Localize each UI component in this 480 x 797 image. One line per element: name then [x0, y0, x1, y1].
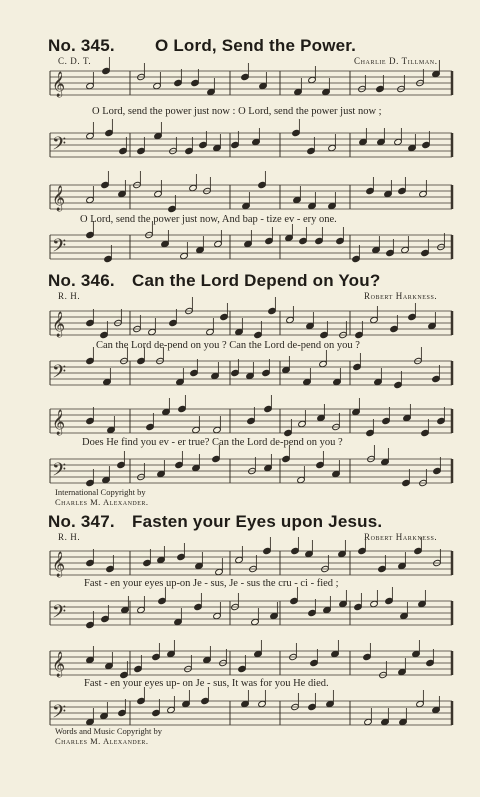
svg-text:𝄞: 𝄞: [52, 186, 66, 211]
svg-text:𝄢: 𝄢: [52, 134, 67, 159]
hymn-346-music-credit: Robert Harkness.: [364, 291, 438, 301]
hymn-347-title: Fasten your Eyes upon Jesus.: [132, 512, 383, 531]
svg-text:𝄞: 𝄞: [52, 410, 66, 435]
hymn-345-lyric-line-2: O Lord, send the power just now, And bap - tize ev - ery one.: [80, 214, 337, 225]
hymn-345-system-1-bass-staff: [50, 128, 452, 162]
hymn-346-copyright-line-2: Charles M. Alexander.: [55, 497, 149, 507]
hymn-346-copyright-line-1: International Copyright by: [55, 487, 146, 497]
svg-text:𝄢: 𝄢: [52, 362, 67, 387]
hymn-347-system-2-treble-staff: [50, 646, 452, 680]
hymn-346-title: Can the Lord Depend on You?: [132, 271, 381, 290]
hymn-347-system-1-bass-staff: [50, 596, 452, 630]
hymn-346-system-2-treble-staff: [50, 404, 452, 438]
hymn-347-number: No. 347.: [48, 512, 115, 531]
svg-text:𝄢: 𝄢: [52, 702, 67, 727]
hymn-345-system-2-treble-staff: [50, 180, 452, 214]
hymn-346-system-1-treble-staff: [50, 306, 452, 340]
svg-text:𝄞: 𝄞: [52, 72, 66, 97]
svg-text:𝄞: 𝄞: [52, 552, 66, 577]
hymn-345-words-credit: C. D. T.: [58, 56, 92, 66]
hymn-345-number: No. 345.: [48, 36, 115, 55]
svg-text:𝄢: 𝄢: [52, 460, 67, 485]
hymn-346-number: No. 346.: [48, 271, 115, 290]
hymn-347-system-2-bass-staff: [50, 696, 452, 730]
hymn-345-music-credit: Charlie D. Tillman.: [354, 56, 438, 66]
hymn-347-words-credit: R. H.: [58, 532, 81, 542]
hymn-347-lyric-line-1: Fast - en your eyes up-on Je - sus, Je - sus the cru - ci - fied ;: [84, 578, 339, 589]
hymn-347-copyright-line-1: Words and Music Copyright by: [55, 726, 162, 736]
hymn-345-system-1-treble-staff: [50, 66, 452, 100]
hymn-345-title: O Lord, Send the Power.: [155, 36, 357, 55]
hymn-345-system-2-bass-staff: [50, 230, 452, 264]
hymn-346-system-1-bass-staff: [50, 356, 452, 390]
hymn-345-lyric-line-1: O Lord, send the power just now : O Lord, send the power just now ;: [92, 106, 382, 117]
hymn-346-words-credit: R. H.: [58, 291, 81, 301]
hymn-347-lyric-line-2: Fast - en your eyes up- on Je - sus, It was for you He died.: [84, 678, 329, 689]
hymn-347-copyright-line-2: Charles M. Alexander.: [55, 736, 149, 746]
svg-text:𝄞: 𝄞: [52, 312, 66, 337]
hymn-346-lyric-line-1: Can the Lord de-pend on you ? Can the Lord de-pend on you ?: [96, 340, 360, 351]
hymn-346-system-2-bass-staff: [50, 454, 452, 488]
svg-text:𝄢: 𝄢: [52, 236, 67, 261]
hymn-346-lyric-line-2: Does He find you ev - er true? Can the Lord de-pend on you ?: [82, 437, 343, 448]
svg-text:𝄞: 𝄞: [52, 652, 66, 677]
svg-text:𝄢: 𝄢: [52, 602, 67, 627]
hymn-347-system-1-treble-staff: [50, 546, 452, 580]
hymn-347-music-credit: Robert Harkness.: [364, 532, 438, 542]
